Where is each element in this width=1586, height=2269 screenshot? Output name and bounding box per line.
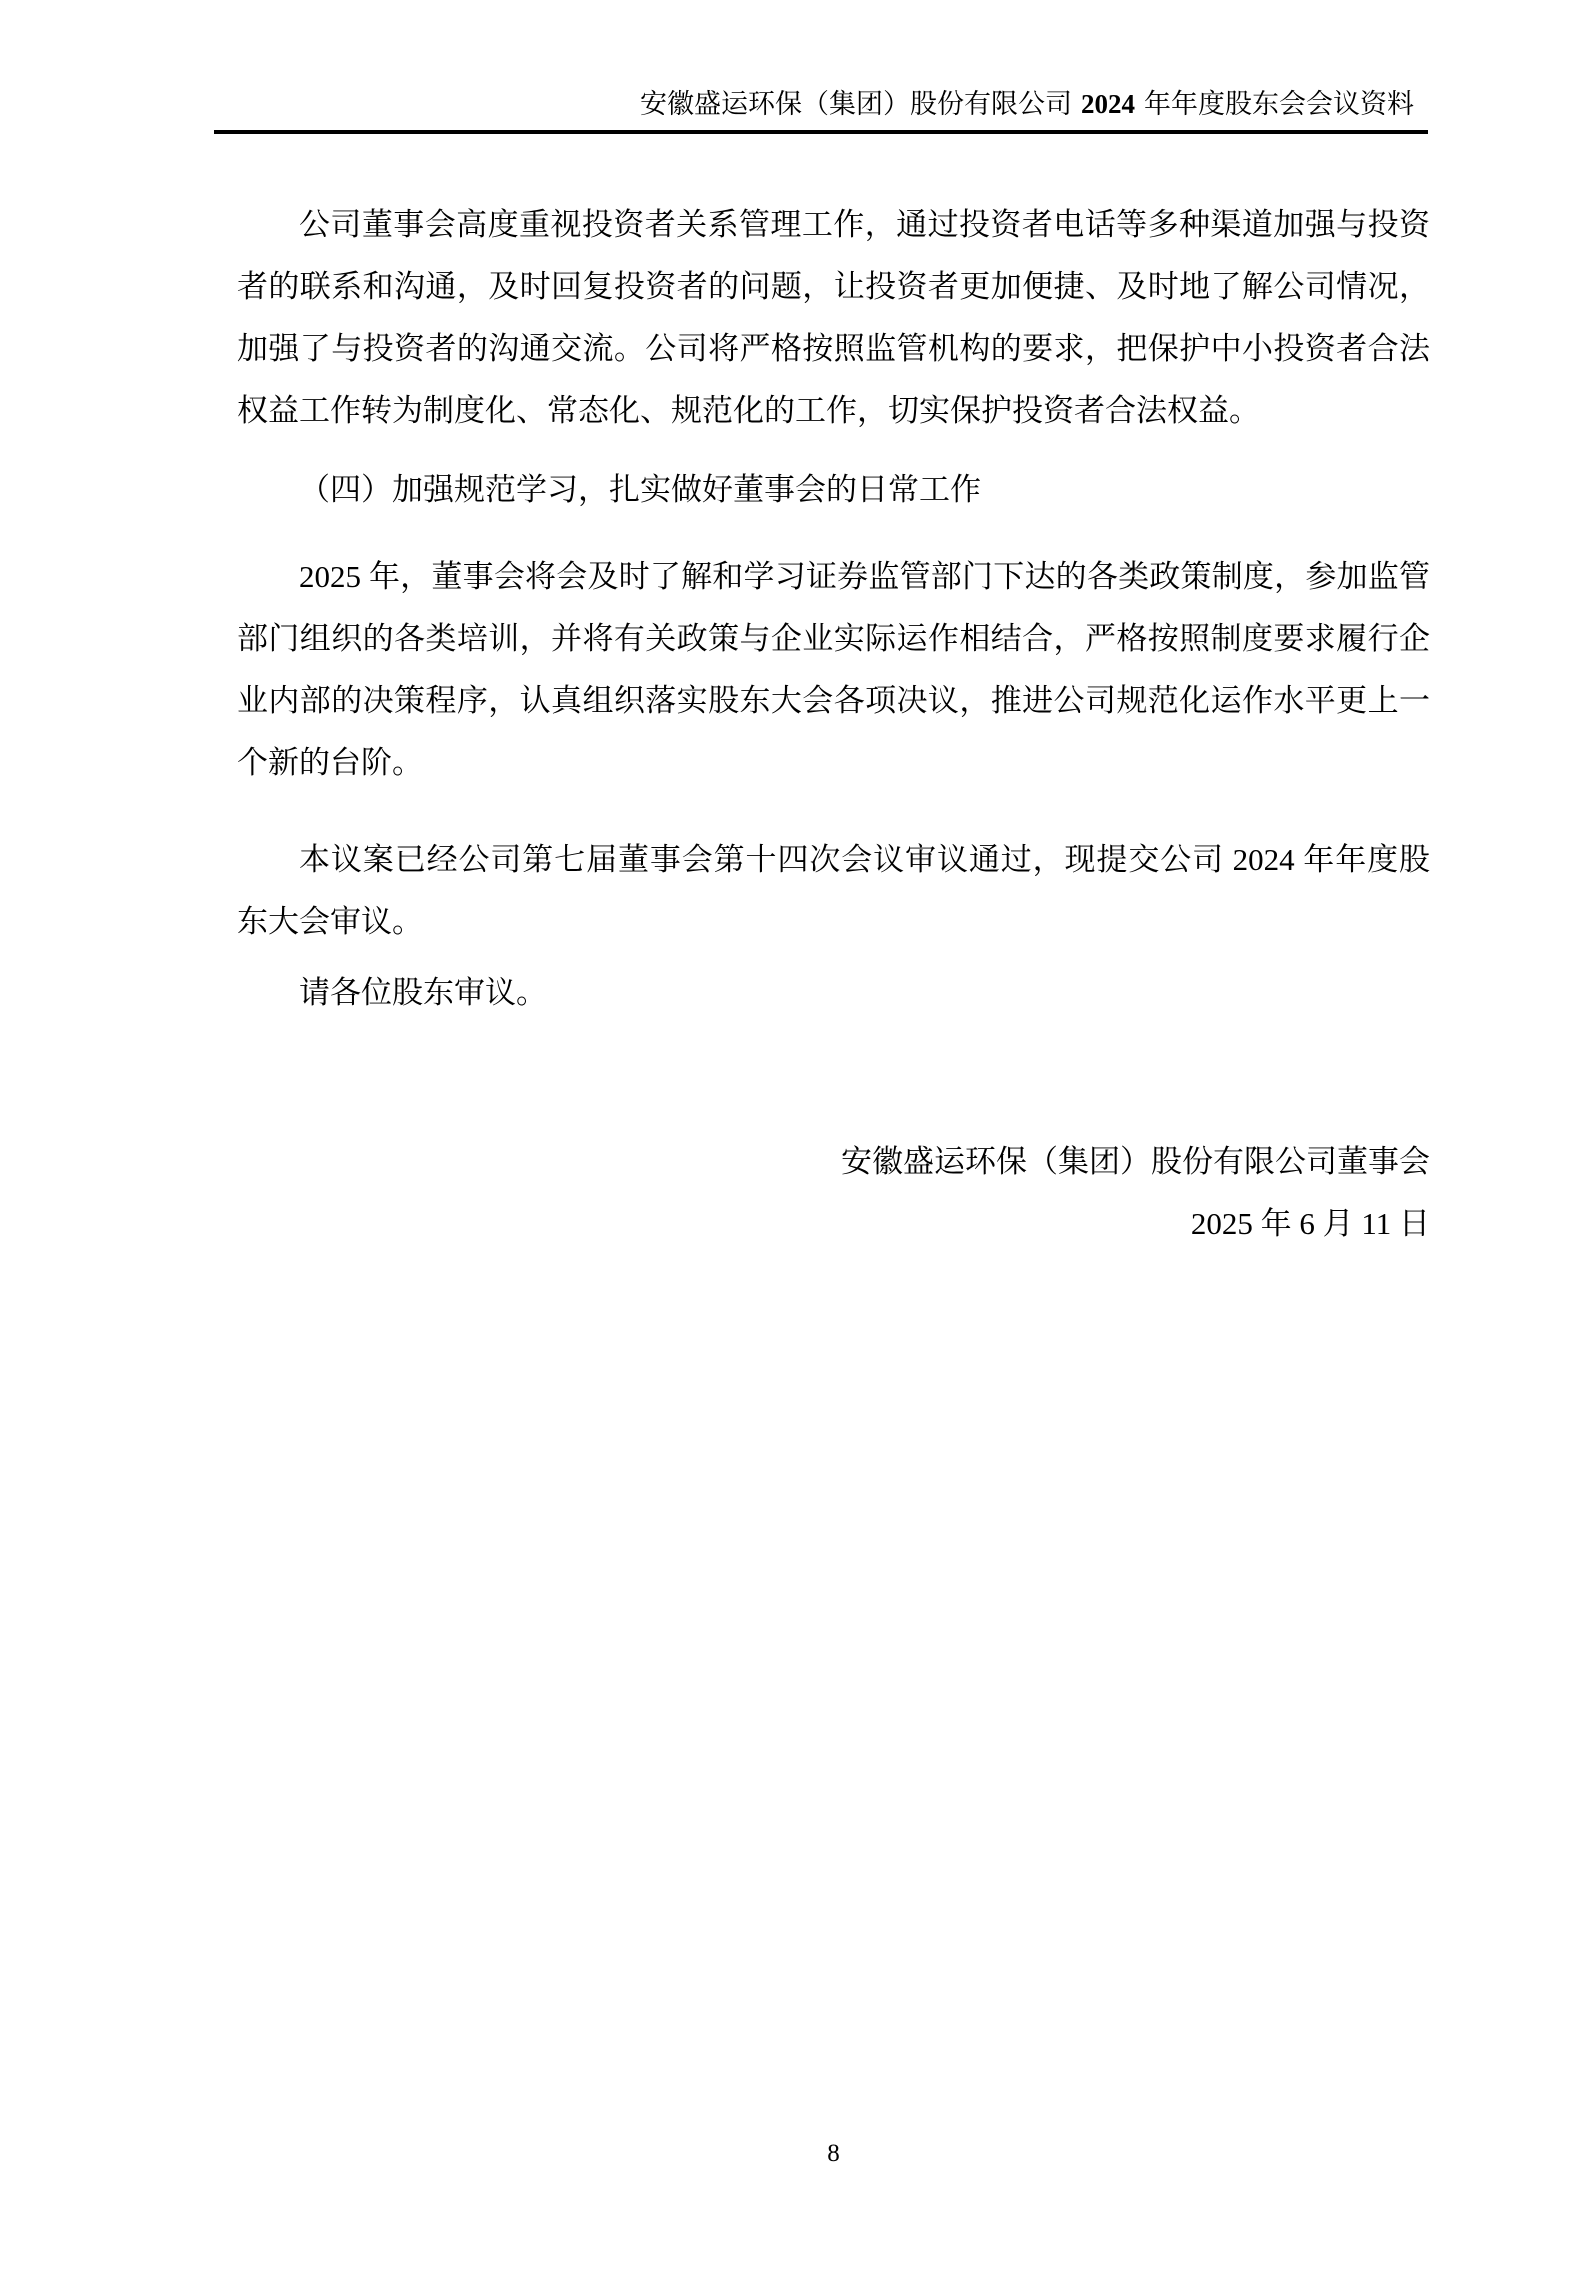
page-footer — [237, 2138, 1430, 2170]
signature-organization: 安徽盛运环保（集团）股份有限公司董事会 — [841, 1144, 1430, 1179]
header-company-name: 安徽盛运环保（集团）股份有限公司 — [640, 89, 1072, 119]
signature-date: 2025 年 6 月 11 日 — [1190, 1206, 1430, 1241]
paragraph-submission: 本议案已经公司第七届董事会第十四次会议审议通过，现提交公司 2024 年年度股东大会审议。 — [237, 842, 1430, 939]
page-header — [214, 86, 1428, 134]
document-body — [237, 194, 1430, 1255]
paragraph-review-request: 请各位股东审议。 — [299, 975, 547, 1010]
signature-block — [237, 1131, 1430, 1255]
paragraph-2025-plan: 2025 年，董事会将会及时了解和学习证券监管部门下达的各类政策制度，参加监管部门组织的各类培训，并将有关政策与企业实际运作相结合，严格按照制度要求履行企业内部的决策程序，认真组织落实股东大会各项决议，推进公司规范化运作水平更上一个新的台阶。 — [237, 559, 1430, 780]
section-heading-4: （四）加强规范学习，扎实做好董事会的日常工作 — [299, 472, 981, 507]
header-title-suffix: 年年度股东会会议资料 — [1144, 89, 1414, 119]
page-number: 8 — [827, 2140, 840, 2167]
header-year: 2024 — [1081, 89, 1135, 119]
paragraph-investor-relations: 公司董事会高度重视投资者关系管理工作，通过投资者电话等多种渠道加强与投资者的联系和沟通，及时回复投资者的问题，让投资者更加便捷、及时地了解公司情况，加强了与投资者的沟通交流。公司将严格按照监管机构的要求，把保护中小投资者合法权益工作转为制度化、常态化、规范化的工作，切实保护投资者合法权益。 — [237, 207, 1430, 428]
